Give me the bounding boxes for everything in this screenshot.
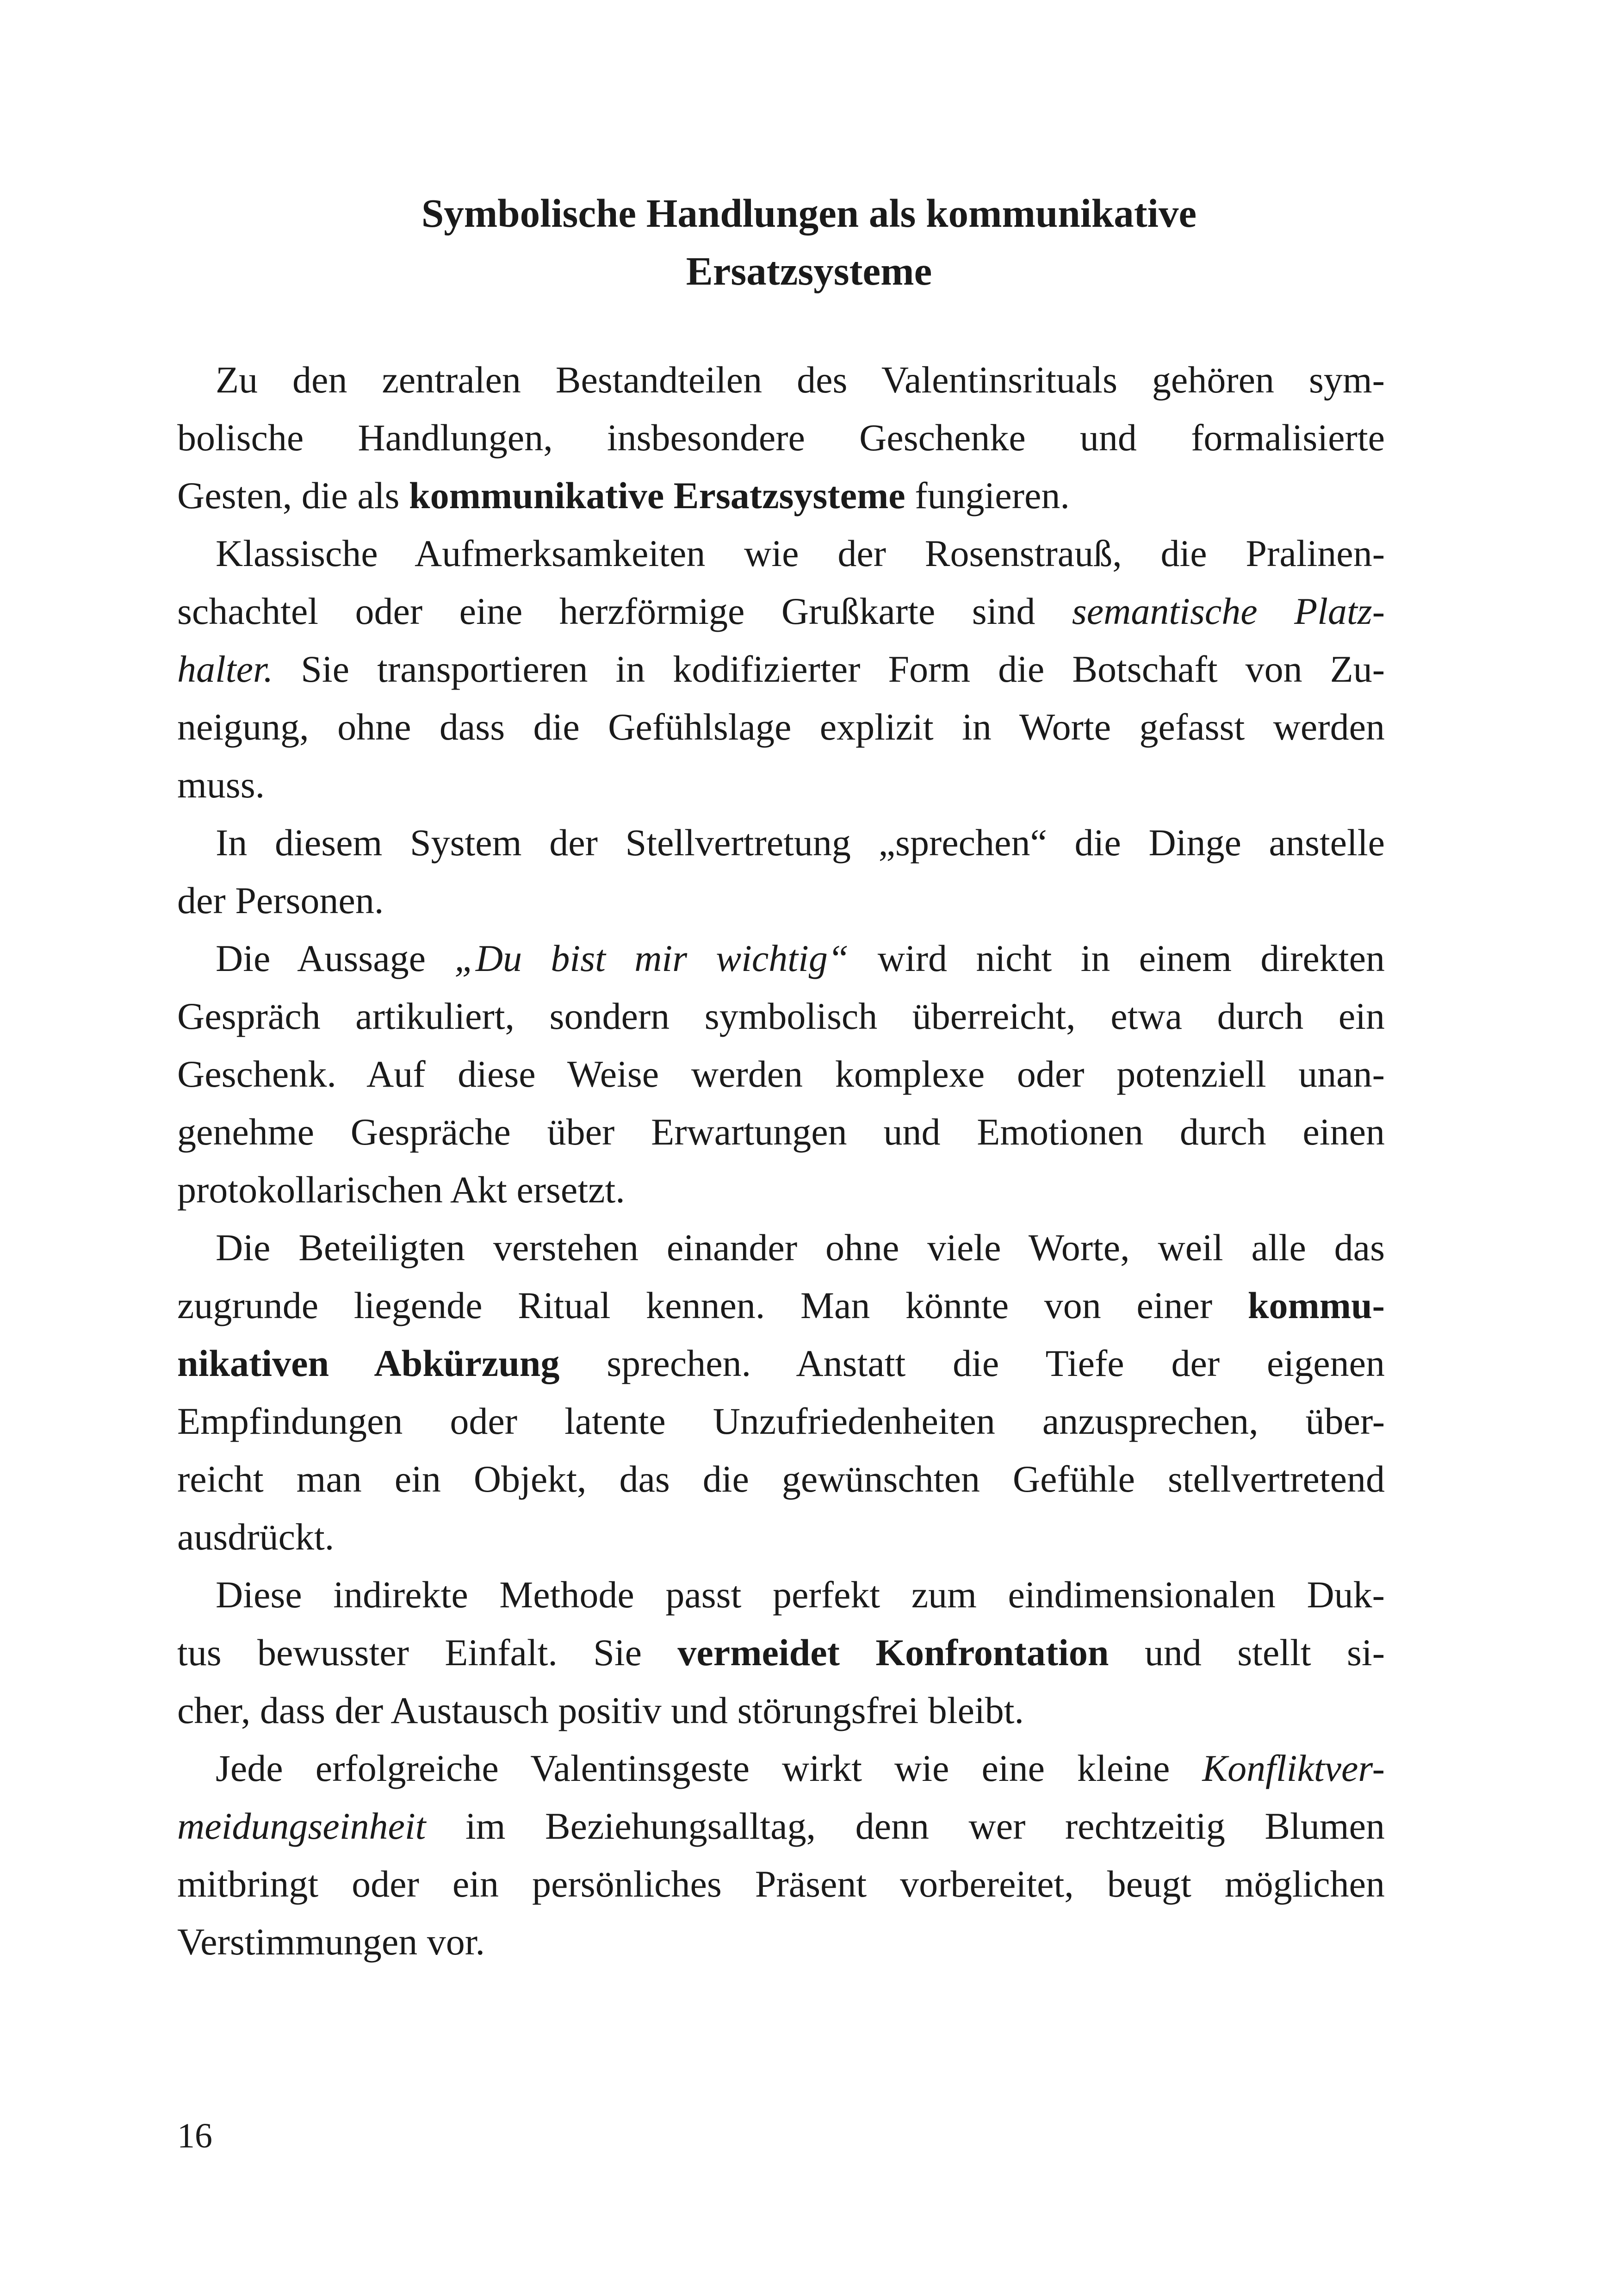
text-line xyxy=(177,1913,1385,1971)
text-run: schachtel oder eine herzförmige Grußkarte sind xyxy=(177,590,1072,632)
body-text xyxy=(177,351,1385,1971)
text-run: sprechen. Anstatt die Tiefe der eigenen xyxy=(559,1342,1385,1384)
text-line xyxy=(177,640,1385,698)
paragraph xyxy=(177,1739,1385,1971)
heading-line-2: Ersatzsysteme xyxy=(686,249,932,293)
text-line xyxy=(177,1161,1385,1219)
bold-text: nikativen Abkürzung xyxy=(177,1342,560,1384)
text-run: Diese indirekte Methode passt perfekt zum eindimensionalen Duk- xyxy=(216,1574,1385,1616)
text-line xyxy=(177,351,1385,409)
text-run: Empfindungen oder latente Unzufriedenheiten anzusprechen, über- xyxy=(177,1400,1385,1442)
text-run: bolische Handlungen, insbesondere Geschenke und formalisierte xyxy=(177,417,1385,459)
paragraph xyxy=(177,814,1385,929)
text-line xyxy=(177,1276,1385,1334)
text-run: Sie transportieren in kodifizierter Form die Botschaft von Zu- xyxy=(273,648,1385,690)
text-run: im Beziehungsalltag, denn wer rechtzeitig Blumen xyxy=(426,1805,1385,1847)
text-run: zugrunde liegende Ritual kennen. Man könnte von einer xyxy=(177,1284,1248,1326)
italic-text: Konfliktver- xyxy=(1202,1747,1385,1789)
italic-text: halter. xyxy=(177,648,273,690)
text-line xyxy=(177,698,1385,756)
italic-text: semantische Platz- xyxy=(1072,590,1385,632)
text-run: Zu den zentralen Bestandteilen des Valentinsrituals gehören sym- xyxy=(216,359,1385,401)
text-line xyxy=(177,987,1385,1045)
text-line xyxy=(177,1566,1385,1624)
text-run: Gespräch artikuliert, sondern symbolisch überreicht, etwa durch ein xyxy=(177,995,1385,1037)
text-run: Geschenk. Auf diese Weise werden komplexe oder potenziell unan- xyxy=(177,1053,1385,1095)
text-run: In diesem System der Stellvertretung „sprechen“ die Dinge anstelle xyxy=(216,821,1385,864)
paragraph xyxy=(177,1566,1385,1739)
paragraph xyxy=(177,1219,1385,1566)
text-line xyxy=(177,524,1385,582)
text-line xyxy=(177,1219,1385,1276)
text-line xyxy=(177,929,1385,987)
text-run: Verstimmungen vor. xyxy=(177,1921,485,1963)
text-line xyxy=(177,814,1385,871)
text-line xyxy=(177,1045,1385,1103)
text-run: ausdrückt. xyxy=(177,1516,335,1558)
text-run: neigung, ohne dass die Gefühlslage explizit in Worte gefasst werden xyxy=(177,706,1385,748)
text-line xyxy=(177,582,1385,640)
text-line xyxy=(177,1392,1385,1450)
bold-text: vermeidet Konfrontation xyxy=(677,1631,1109,1674)
paragraph xyxy=(177,524,1385,814)
italic-text: „Du bist mir wichtig“ xyxy=(454,937,849,979)
italic-text: meidungseinheit xyxy=(177,1805,426,1847)
text-run: mitbringt oder ein persönliches Präsent vorbereitet, beugt möglichen xyxy=(177,1863,1385,1905)
page-number: 16 xyxy=(177,2116,212,2155)
text-run: Gesten, die als xyxy=(177,474,409,516)
text-line xyxy=(177,467,1385,524)
text-run: genehme Gespräche über Erwartungen und Emotionen durch einen xyxy=(177,1111,1385,1153)
text-run: reicht man ein Objekt, das die gewünschten Gefühle stellvertretend xyxy=(177,1458,1385,1500)
text-line xyxy=(177,1624,1385,1681)
text-line xyxy=(177,1450,1385,1508)
text-run: der Personen. xyxy=(177,879,384,921)
text-run: fungieren. xyxy=(905,474,1070,516)
section-heading xyxy=(0,184,1618,300)
heading-line-1: Symbolische Handlungen als kommunikative xyxy=(421,191,1197,236)
text-line xyxy=(177,1797,1385,1855)
text-run: Jede erfolgreiche Valentinsgeste wirkt wie eine kleine xyxy=(216,1747,1203,1789)
text-line xyxy=(177,1855,1385,1913)
text-line xyxy=(177,1681,1385,1739)
text-run: Klassische Aufmerksamkeiten wie der Rosenstrauß, die Pralinen- xyxy=(216,532,1385,574)
text-run: und stellt si- xyxy=(1109,1631,1385,1674)
paragraph xyxy=(177,929,1385,1219)
text-run: muss. xyxy=(177,764,265,806)
paragraph xyxy=(177,351,1385,524)
bold-text: kommu- xyxy=(1247,1284,1385,1326)
text-line xyxy=(177,409,1385,467)
text-run: wird nicht in einem direkten xyxy=(849,937,1385,979)
bold-text: kommunikative Ersatzsysteme xyxy=(409,474,905,516)
text-run: cher, dass der Austausch positiv und störungsfrei bleibt. xyxy=(177,1689,1024,1731)
text-line xyxy=(177,1103,1385,1161)
text-run: tus bewusster Einfalt. Sie xyxy=(177,1631,678,1674)
text-line xyxy=(177,871,1385,929)
text-run: Die Aussage xyxy=(216,937,455,979)
text-line xyxy=(177,1508,1385,1566)
text-line xyxy=(177,1334,1385,1392)
text-run: protokollarischen Akt ersetzt. xyxy=(177,1169,625,1211)
text-line xyxy=(177,756,1385,814)
text-line xyxy=(177,1739,1385,1797)
text-run: Die Beteiligten verstehen einander ohne viele Worte, weil alle das xyxy=(216,1226,1385,1269)
